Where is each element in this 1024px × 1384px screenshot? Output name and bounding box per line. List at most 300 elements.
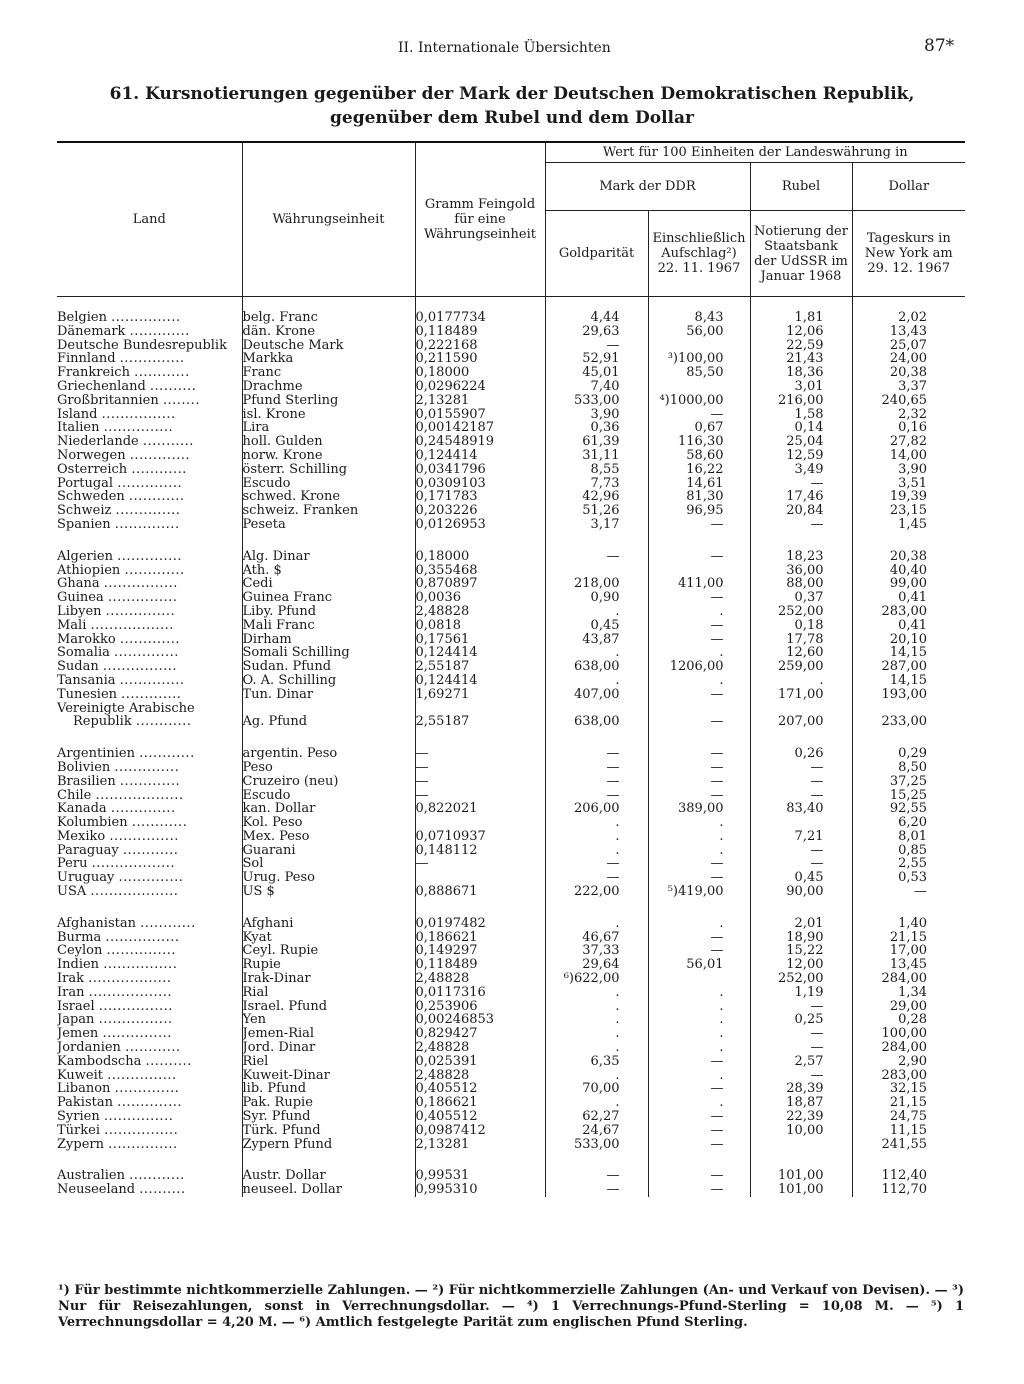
spacer-cell — [750, 297, 852, 312]
cell-dollar: 19,39 — [852, 490, 965, 504]
cell-goldparitaet: 0,45 — [545, 619, 648, 633]
cell-aufschlag: — — [648, 715, 750, 729]
table-row — [57, 477, 965, 491]
table-row — [57, 1055, 965, 1069]
table-row — [57, 816, 965, 830]
cell-dollar: 241,55 — [852, 1138, 965, 1152]
country-name: Island — [57, 407, 98, 422]
cell-waehrung: Mali Franc — [242, 619, 415, 633]
cell-waehrung: österr. Schilling — [242, 463, 415, 477]
cell-goldparitaet: — — [545, 789, 648, 803]
cell-land — [57, 490, 242, 504]
cell-rubel: 22,59 — [750, 339, 852, 353]
cell-waehrung: Cedi — [242, 577, 415, 591]
cell-rubel: — — [750, 844, 852, 858]
country-name: Belgien — [57, 311, 107, 325]
cell-goldparitaet: 7,73 — [545, 477, 648, 491]
cell-goldparitaet: — — [545, 550, 648, 564]
cell-rubel: 0,14 — [750, 421, 852, 435]
leader-dots: .............. — [118, 871, 184, 886]
leader-dots: ................ — [98, 999, 173, 1014]
country-name: Brasilien — [57, 774, 116, 789]
cell-goldparitaet: 6,35 — [545, 1055, 648, 1069]
cell-land — [57, 408, 242, 422]
cell-aufschlag: . — [648, 674, 750, 688]
cell-aufschlag: . — [648, 1096, 750, 1110]
cell-rubel: 3,01 — [750, 380, 852, 394]
cell-aufschlag: — — [648, 518, 750, 532]
cell-rubel: — — [750, 775, 852, 789]
cell-waehrung: US $ — [242, 885, 415, 899]
leader-dots: ............ — [134, 366, 190, 380]
cell-land — [57, 944, 242, 958]
cell-goldparitaet: 533,00 — [545, 1138, 648, 1152]
table-row — [57, 660, 965, 674]
cell-aufschlag: — — [648, 1110, 750, 1124]
cell-gramm-feingold: 0,00142187 — [415, 421, 545, 435]
cell-land — [57, 857, 242, 871]
cell-dollar: 24,00 — [852, 352, 965, 366]
cell-rubel: — — [750, 761, 852, 775]
cell-dollar: 283,00 — [852, 1069, 965, 1083]
cell-rubel: 18,90 — [750, 931, 852, 945]
cell-gramm-feingold: 0,99531 — [415, 1169, 545, 1183]
country-name: Indien — [57, 958, 100, 973]
cell-goldparitaet — [545, 564, 648, 578]
cell-waehrung: Rial — [242, 986, 415, 1000]
leader-dots: .................. — [90, 618, 174, 633]
table-row — [57, 1138, 965, 1152]
cell-land — [57, 688, 242, 702]
cell-land — [57, 1041, 242, 1055]
cell-land — [57, 871, 242, 885]
cell-gramm-feingold: — — [415, 857, 545, 871]
leader-dots: ............... — [102, 1027, 172, 1042]
cell-gramm-feingold — [415, 816, 545, 830]
country-name: Japan — [57, 1013, 95, 1028]
cell-gramm-feingold: 0,0341796 — [415, 463, 545, 477]
country-name: Republik — [73, 715, 132, 730]
cell-aufschlag: . — [648, 816, 750, 830]
cell-waehrung: Tun. Dinar — [242, 688, 415, 702]
cell-rubel: 171,00 — [750, 688, 852, 702]
country-name: Kolumbien — [57, 816, 128, 830]
cell-dollar: 14,15 — [852, 674, 965, 688]
cell-rubel: — — [750, 1069, 852, 1083]
cell-waehrung: holl. Gulden — [242, 435, 415, 449]
cell-aufschlag: — — [648, 1183, 750, 1197]
cell-waehrung: Austr. Dollar — [242, 1169, 415, 1183]
cell-aufschlag: . — [648, 646, 750, 660]
cell-waehrung: Äth. $ — [242, 564, 415, 578]
cell-land — [57, 816, 242, 830]
table-title-line-1: 61. Kursnotierungen gegenüber der Mark der Deutschen Demokratischen Republik, — [109, 84, 915, 104]
spacer-cell — [648, 899, 750, 917]
cell-rubel: 1,19 — [750, 986, 852, 1000]
cell-rubel: 252,00 — [750, 605, 852, 619]
leader-dots: ............... — [107, 1068, 177, 1083]
cell-goldparitaet: 0,90 — [545, 591, 648, 605]
cell-land — [57, 1138, 242, 1152]
cell-gramm-feingold: 2,55187 — [415, 715, 545, 729]
cell-land — [57, 605, 242, 619]
cell-goldparitaet: 638,00 — [545, 660, 648, 674]
cell-waehrung: Dirham — [242, 633, 415, 647]
table-row — [57, 339, 965, 353]
cell-gramm-feingold: 0,0197482 — [415, 917, 545, 931]
cell-dollar: 40,40 — [852, 564, 965, 578]
cell-aufschlag: 58,60 — [648, 449, 750, 463]
cell-land — [57, 986, 242, 1000]
group-spacer — [57, 297, 965, 312]
cell-aufschlag: 96,95 — [648, 504, 750, 518]
cell-aufschlag: — — [648, 619, 750, 633]
spacer-cell — [57, 297, 242, 312]
leader-dots: ............. — [119, 774, 181, 789]
leader-dots: ................ — [101, 407, 176, 422]
cell-dollar: 14,15 — [852, 646, 965, 660]
country-name: Italien — [57, 421, 100, 436]
cell-waehrung: isl. Krone — [242, 408, 415, 422]
table-row — [57, 844, 965, 858]
cell-dollar — [852, 702, 965, 716]
cell-land — [57, 435, 242, 449]
cell-goldparitaet: . — [545, 1041, 648, 1055]
leader-dots: ................ — [98, 1013, 173, 1028]
table-row — [57, 380, 965, 394]
cell-land — [57, 421, 242, 435]
leader-dots: ........... — [142, 435, 194, 449]
cell-gramm-feingold: 0,0309103 — [415, 477, 545, 491]
table-row — [57, 352, 965, 366]
country-name: Neuseeland — [57, 1183, 136, 1198]
table-row — [57, 1110, 965, 1124]
cell-goldparitaet: 70,00 — [545, 1082, 648, 1096]
cell-rubel: 18,36 — [750, 366, 852, 380]
spacer-cell — [852, 532, 965, 550]
col-header-wert-group: Wert für 100 Einheiten der Landeswährung in — [545, 142, 965, 163]
cell-waehrung: lib. Pfund — [242, 1082, 415, 1096]
col-header-rubel: Rubel — [750, 163, 852, 211]
spacer-cell — [852, 1151, 965, 1169]
spacer-cell — [415, 532, 545, 550]
cell-gramm-feingold: 0,00246853 — [415, 1013, 545, 1027]
cell-waehrung: Liby. Pfund — [242, 605, 415, 619]
cell-rubel: — — [750, 477, 852, 491]
cell-aufschlag: . — [648, 1069, 750, 1083]
leader-dots: ............ — [135, 715, 192, 730]
cell-rubel: 0,45 — [750, 871, 852, 885]
leader-dots: .......... — [149, 379, 197, 394]
table-row — [57, 944, 965, 958]
cell-gramm-feingold: 0,186621 — [415, 1096, 545, 1110]
cell-waehrung: Escudo — [242, 477, 415, 491]
table-row — [57, 591, 965, 605]
cell-gramm-feingold: 0,149297 — [415, 944, 545, 958]
leader-dots: ............ — [139, 747, 195, 761]
cell-land — [57, 591, 242, 605]
leader-dots: ............... — [103, 1110, 174, 1124]
cell-gramm-feingold: 0,124414 — [415, 646, 545, 660]
cell-land — [57, 972, 242, 986]
table-body — [57, 297, 965, 1198]
table-row — [57, 1027, 965, 1041]
cell-goldparitaet: . — [545, 830, 648, 844]
exchange-rate-table — [57, 141, 965, 1197]
cell-aufschlag: — — [648, 1124, 750, 1138]
cell-goldparitaet: 206,00 — [545, 802, 648, 816]
table-row — [57, 688, 965, 702]
group-spacer — [57, 1151, 965, 1169]
country-name: Sudan — [57, 660, 99, 674]
cell-waehrung: Peseta — [242, 518, 415, 532]
table-row — [57, 366, 965, 380]
col-header-waehrung: Währungseinheit — [242, 142, 415, 297]
cell-land — [57, 789, 242, 803]
cell-dollar: 0,28 — [852, 1013, 965, 1027]
cell-aufschlag: — — [648, 944, 750, 958]
col-header-goldparitaet: Goldparität — [545, 211, 648, 297]
cell-land — [57, 1082, 242, 1096]
cell-waehrung: Sol — [242, 857, 415, 871]
cell-dollar: 233,00 — [852, 715, 965, 729]
cell-gramm-feingold: 2,48828 — [415, 1069, 545, 1083]
country-name: Tansania — [57, 673, 116, 688]
cell-waehrung: Markka — [242, 352, 415, 366]
country-name: Burma — [57, 930, 102, 945]
cell-rubel: 21,43 — [750, 352, 852, 366]
table-row — [57, 715, 965, 729]
cell-land — [57, 1110, 242, 1124]
country-name: Schweiz — [57, 504, 112, 518]
country-name: Spanien — [57, 517, 111, 532]
cell-aufschlag: — — [648, 761, 750, 775]
country-name: Chile — [57, 788, 92, 803]
cell-dollar: 0,41 — [852, 591, 965, 605]
cell-rubel: 88,00 — [750, 577, 852, 591]
table-row — [57, 394, 965, 408]
cell-aufschlag: . — [648, 1027, 750, 1041]
country-name: Iran — [57, 985, 85, 1000]
cell-land — [57, 1000, 242, 1014]
cell-land — [57, 761, 242, 775]
cell-goldparitaet: 52,91 — [545, 352, 648, 366]
spacer-cell — [852, 729, 965, 747]
cell-goldparitaet: . — [545, 605, 648, 619]
cell-goldparitaet: . — [545, 986, 648, 1000]
cell-goldparitaet: 0,36 — [545, 421, 648, 435]
spacer-cell — [57, 1151, 242, 1169]
cell-aufschlag: . — [648, 917, 750, 931]
table-row — [57, 1000, 965, 1014]
cell-gramm-feingold: 0,870897 — [415, 577, 545, 591]
cell-dollar: 32,15 — [852, 1082, 965, 1096]
cell-rubel: — — [750, 1000, 852, 1014]
spacer-cell — [545, 899, 648, 917]
cell-rubel: — — [750, 1041, 852, 1055]
cell-land — [57, 1096, 242, 1110]
table-row — [57, 1069, 965, 1083]
table-row — [57, 972, 965, 986]
cell-aufschlag: — — [648, 633, 750, 647]
leader-dots: ............. — [129, 448, 190, 463]
cell-dollar: 1,40 — [852, 917, 965, 931]
cell-land — [57, 1183, 242, 1197]
cell-gramm-feingold: 0,822021 — [415, 802, 545, 816]
cell-aufschlag: . — [648, 830, 750, 844]
cell-dollar: 287,00 — [852, 660, 965, 674]
cell-rubel: 17,46 — [750, 490, 852, 504]
cell-goldparitaet: . — [545, 1013, 648, 1027]
cell-aufschlag: 16,22 — [648, 463, 750, 477]
cell-land — [57, 366, 242, 380]
cell-land — [57, 577, 242, 591]
col-header-notierung: Notierung der Staatsbank der UdSSR im Januar 1968 — [750, 211, 852, 297]
cell-aufschlag: ⁵)419,00 — [648, 885, 750, 899]
cell-land — [57, 449, 242, 463]
country-name: Bolivien — [57, 760, 111, 775]
cell-waehrung: Türk. Pfund — [242, 1124, 415, 1138]
leader-dots: .................. — [88, 985, 173, 1000]
leader-dots: ............... — [105, 604, 176, 619]
cell-dollar: 100,00 — [852, 1027, 965, 1041]
cell-goldparitaet: . — [545, 844, 648, 858]
leader-dots: ............ — [140, 916, 196, 931]
table-row — [57, 408, 965, 422]
cell-dollar: 0,29 — [852, 747, 965, 761]
cell-goldparitaet: — — [545, 857, 648, 871]
cell-dollar: — — [852, 885, 965, 899]
cell-rubel: 36,00 — [750, 564, 852, 578]
cell-rubel: 12,00 — [750, 958, 852, 972]
cell-goldparitaet: 51,26 — [545, 504, 648, 518]
table-row — [57, 504, 965, 518]
cell-aufschlag: — — [648, 871, 750, 885]
country-name: Uruguay — [57, 871, 115, 886]
cell-land — [57, 325, 242, 339]
country-name: Dänemark — [57, 324, 126, 339]
cell-land — [57, 463, 242, 477]
country-name: Griechenland — [57, 379, 146, 394]
country-name: Vereinigte Arabische — [57, 701, 195, 716]
cell-gramm-feingold: 0,829427 — [415, 1027, 545, 1041]
cell-waehrung: kan. Dollar — [242, 802, 415, 816]
spacer-cell — [750, 1151, 852, 1169]
cell-aufschlag: . — [648, 1013, 750, 1027]
cell-waehrung: Rupie — [242, 958, 415, 972]
table-row — [57, 564, 965, 578]
cell-goldparitaet: 407,00 — [545, 688, 648, 702]
cell-aufschlag: — — [648, 857, 750, 871]
cell-waehrung: Zypern Pfund — [242, 1138, 415, 1152]
cell-land — [57, 885, 242, 899]
cell-gramm-feingold: 0,405512 — [415, 1110, 545, 1124]
cell-rubel: 22,39 — [750, 1110, 852, 1124]
cell-waehrung: Jemen-Rial — [242, 1027, 415, 1041]
country-name: Kambodscha — [57, 1054, 142, 1069]
cell-rubel: 259,00 — [750, 660, 852, 674]
cell-rubel: 10,00 — [750, 1124, 852, 1138]
cell-dollar: 20,38 — [852, 550, 965, 564]
cell-waehrung: schwed. Krone — [242, 490, 415, 504]
leader-dots: ................ — [103, 577, 178, 592]
table-row — [57, 463, 965, 477]
spacer-cell — [242, 729, 415, 747]
cell-waehrung: Äg. Pfund — [242, 715, 415, 729]
cell-rubel: — — [750, 1027, 852, 1041]
cell-dollar: 15,25 — [852, 789, 965, 803]
cell-waehrung: norw. Krone — [242, 449, 415, 463]
cell-aufschlag: 56,00 — [648, 325, 750, 339]
cell-rubel: 25,04 — [750, 435, 852, 449]
cell-dollar: 17,00 — [852, 944, 965, 958]
cell-waehrung: Somali Schilling — [242, 646, 415, 660]
spacer-cell — [648, 729, 750, 747]
country-name: Paraguay — [57, 843, 119, 858]
leader-dots: ............... — [106, 944, 176, 959]
leader-dots: ............... — [109, 829, 179, 844]
cell-land — [57, 1124, 242, 1138]
country-name: Österreich — [57, 462, 128, 477]
cell-waehrung — [242, 702, 415, 716]
cell-aufschlag: . — [648, 1041, 750, 1055]
cell-waehrung: Irak-Dinar — [242, 972, 415, 986]
table-row — [57, 1082, 965, 1096]
country-name: Australien — [57, 1169, 126, 1184]
cell-waehrung: Escudo — [242, 789, 415, 803]
table-row — [57, 747, 965, 761]
country-name: Syrien — [57, 1110, 100, 1124]
cell-dollar: 1,45 — [852, 518, 965, 532]
cell-rubel: 12,06 — [750, 325, 852, 339]
table-row — [57, 435, 965, 449]
cell-dollar: 11,15 — [852, 1124, 965, 1138]
country-name: Ceylon — [57, 944, 103, 959]
cell-aufschlag: . — [648, 605, 750, 619]
cell-gramm-feingold: — — [415, 775, 545, 789]
cell-goldparitaet: 7,40 — [545, 380, 648, 394]
cell-waehrung: Peso — [242, 761, 415, 775]
cell-gramm-feingold: 2,13281 — [415, 1138, 545, 1152]
cell-gramm-feingold: 0,211590 — [415, 352, 545, 366]
cell-goldparitaet: 3,17 — [545, 518, 648, 532]
cell-waehrung: Drachme — [242, 380, 415, 394]
cell-dollar: 99,00 — [852, 577, 965, 591]
cell-goldparitaet: 46,67 — [545, 931, 648, 945]
country-name: Algerien — [57, 549, 113, 564]
cell-dollar: 20,38 — [852, 366, 965, 380]
leader-dots: .......... — [145, 1054, 192, 1069]
cell-aufschlag: — — [648, 1082, 750, 1096]
cell-goldparitaet: . — [545, 917, 648, 931]
cell-goldparitaet: . — [545, 646, 648, 660]
table-title-line-2: gegenüber dem Rubel und dem Dollar — [330, 108, 694, 128]
cell-waehrung: Urug. Peso — [242, 871, 415, 885]
country-name: Kuweit — [57, 1068, 104, 1083]
cell-goldparitaet: . — [545, 1069, 648, 1083]
cell-goldparitaet: 218,00 — [545, 577, 648, 591]
spacer-cell — [545, 297, 648, 312]
cell-dollar: 3,51 — [852, 477, 965, 491]
cell-aufschlag — [648, 564, 750, 578]
country-name: Guinea — [57, 591, 104, 605]
cell-goldparitaet: 29,64 — [545, 958, 648, 972]
cell-goldparitaet: 4,44 — [545, 311, 648, 325]
cell-goldparitaet: 62,27 — [545, 1110, 648, 1124]
table-row — [57, 1124, 965, 1138]
cell-land — [57, 715, 242, 729]
cell-land — [57, 917, 242, 931]
